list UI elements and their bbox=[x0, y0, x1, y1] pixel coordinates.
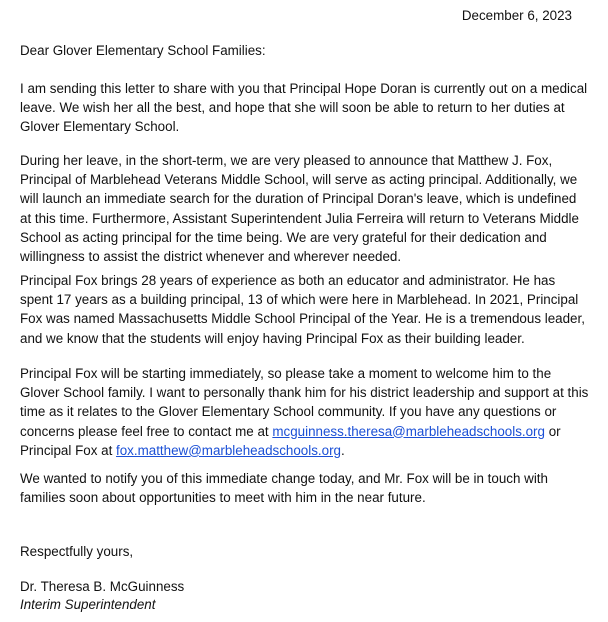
paragraph-line: Glover School family. I want to personally thank him for his district leadership and support at this bbox=[20, 385, 589, 401]
paragraph-line: School as acting principal for the time being. We are very grateful for their dedication and bbox=[20, 229, 547, 245]
paragraph-line: and we know that the students will enjoy having Principal Fox as their building leader. bbox=[20, 330, 525, 346]
principal-email-link[interactable]: fox.matthew@marbleheadschools.org bbox=[116, 442, 341, 458]
paragraph-line: at this time. Furthermore, Assistant Superintendent Julia Ferreira will return to Veterans Middle bbox=[20, 210, 579, 226]
paragraph-line: will launch an immediate search for the duration of Principal Doran's leave, which is undefined bbox=[20, 191, 577, 207]
contact-text: concerns please feel free to contact me at bbox=[20, 423, 273, 439]
paragraph-notification bbox=[20, 469, 548, 507]
closing: Respectfully yours, bbox=[20, 544, 134, 559]
paragraph-line: Principal of Marblehead Veterans Middle School, will serve as acting principal. Additionally, we bbox=[20, 172, 578, 188]
paragraph-line: Principal Fox brings 28 years of experience as both an educator and administrator. He has bbox=[20, 273, 556, 288]
paragraph-contact bbox=[20, 364, 588, 460]
paragraph-line-with-email bbox=[20, 422, 588, 441]
signature-title: Interim Superintendent bbox=[20, 597, 156, 612]
superintendent-email-link[interactable]: mcguinness.theresa@marbleheadschools.org bbox=[272, 423, 545, 439]
paragraph-line: During her leave, in the short-term, we are very pleased to announce that Matthew J. Fox, bbox=[20, 153, 553, 168]
contact-text: Principal Fox at bbox=[20, 442, 117, 458]
paragraph-principal-fox-experience bbox=[20, 271, 585, 348]
paragraph-line-with-email bbox=[20, 441, 588, 460]
paragraph-line: Glover Elementary School. bbox=[20, 119, 180, 135]
salutation: Dear Glover Elementary School Families: bbox=[20, 43, 266, 58]
paragraph-line: spent 17 years as a building principal, 13 of which were here in Marblehead. In 2021, Principal bbox=[20, 292, 579, 308]
paragraph-medical-leave bbox=[20, 79, 587, 137]
letter-date: December 6, 2023 bbox=[461, 8, 572, 23]
contact-text: or bbox=[544, 423, 561, 439]
paragraph-line: Principal Fox will be starting immediately, so please take a moment to welcome him to the bbox=[20, 366, 552, 381]
paragraph-line: families soon about opportunities to meet with him in the near future. bbox=[20, 490, 426, 506]
paragraph-acting-principal bbox=[20, 151, 579, 266]
paragraph-line: willingness to assist the district whenever and wherever needed. bbox=[20, 249, 402, 265]
paragraph-line: Fox was named Massachusetts Middle School Principal of the Year. He is a tremendous leader, bbox=[20, 311, 585, 327]
contact-text: . bbox=[341, 442, 345, 458]
paragraph-line: I am sending this letter to share with you that Principal Hope Doran is currently out on a medical bbox=[20, 81, 588, 96]
paragraph-line: We wanted to notify you of this immediate change today, and Mr. Fox will be in touch with bbox=[20, 471, 548, 486]
signature-name: Dr. Theresa B. McGuinness bbox=[20, 579, 185, 594]
paragraph-line: leave. We wish her all the best, and hope that she will soon be able to return to her duties at bbox=[20, 100, 565, 116]
paragraph-line: time as it relates to the Glover Elementary School community. If you have any questions or bbox=[20, 404, 557, 420]
